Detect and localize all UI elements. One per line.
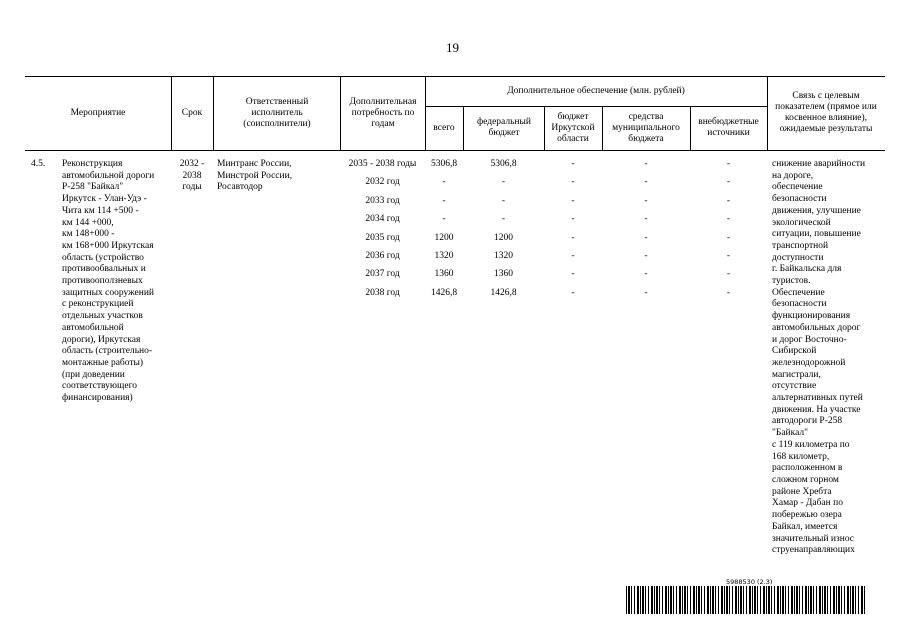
header-executor: Ответственный исполнитель (соисполнители) (243, 96, 311, 129)
federal-value: 1360 (494, 269, 513, 280)
text-line: движения. На участке (772, 404, 861, 415)
text-line: автомобильной (62, 322, 124, 333)
text-line: защитных сооружений (62, 287, 154, 298)
text-line: безопасности (772, 194, 827, 205)
text-line: область (устройство (62, 252, 144, 263)
municipal-value: - (644, 232, 648, 243)
text-line: магистрали, (772, 369, 821, 380)
municipal-value: - (644, 159, 648, 169)
offbudget-value: - (726, 195, 731, 206)
text-line: транспортной (772, 240, 829, 251)
text-line: годы (182, 182, 202, 193)
text-line: Чита км 114 +500 - (62, 205, 139, 216)
header-irkutsk: бюджет Иркутской области (551, 111, 595, 144)
text-line: 168 километр, (772, 451, 830, 462)
page-number: 19 (446, 40, 459, 55)
irkutsk-value: - (571, 287, 575, 298)
col-divider (463, 106, 464, 150)
header-term: Срок (181, 107, 203, 118)
text-line: 2038 (182, 170, 202, 181)
text-line: отдельных участков (62, 311, 143, 322)
federal-value: 1426,8 (490, 287, 517, 298)
total-value: 1200 (434, 232, 454, 243)
text-line: монтажные работы) (62, 357, 144, 368)
text-line: экологической (772, 217, 831, 228)
text-line: финансирования) (62, 393, 133, 404)
irkutsk-value: - (571, 195, 575, 206)
year-label: 2035 - 2038 годы (348, 159, 417, 169)
text-line: железнодорожной (772, 357, 846, 368)
text-line: Реконструкция (62, 159, 123, 169)
federal-value: - (501, 177, 506, 188)
text-line: расположенном в (772, 463, 843, 474)
year-label: 2038 год (365, 287, 400, 298)
municipal-value: - (644, 269, 648, 280)
offbudget-value: - (726, 177, 731, 188)
text-line: Сибирской (772, 346, 817, 357)
header-measure: Мероприятие (70, 107, 126, 118)
col-divider (213, 76, 214, 150)
term-text (171, 159, 213, 194)
total-value: 1360 (434, 269, 454, 280)
year-label: 2035 год (365, 232, 400, 243)
offbudget-value: - (726, 287, 731, 298)
header-link: Связь с целевым показателем (прямое или косвенное влияние), ожидаемые результаты (775, 91, 877, 134)
year-label: 2034 год (365, 214, 400, 225)
text-line: безопасности (772, 299, 827, 310)
irkutsk-value: - (571, 159, 575, 169)
text-line: Байкал, имеется (772, 521, 838, 532)
irkutsk-value: - (571, 232, 575, 243)
header-municipal: средства муниципального бюджета (612, 111, 680, 144)
text-line: км 144 +000, (62, 217, 114, 228)
row-number: 4.5. (31, 159, 46, 169)
offbudget-value: - (726, 159, 731, 169)
text-line: автомобильных дорог (772, 322, 861, 333)
header-additional-funding: Дополнительное обеспечение (млн. рублей) (507, 85, 685, 96)
year-label: 2032 год (365, 177, 400, 188)
text-line: "Байкал" (772, 428, 809, 439)
barcode (626, 586, 866, 614)
text-line: область (строительно- (62, 346, 153, 357)
text-line: с 119 километра по (772, 439, 850, 450)
text-line: струенаправляющих (772, 545, 855, 556)
municipal-value: - (644, 195, 648, 206)
text-line: Росавтодор (217, 182, 263, 193)
offbudget-value: - (726, 214, 731, 225)
text-line: (при доведении (62, 369, 125, 380)
total-value: 1426,8 (430, 287, 458, 298)
text-line: соответствующего (62, 381, 137, 392)
year-label: 2036 год (365, 251, 400, 261)
municipal-value: - (644, 287, 648, 298)
text-line: доступности (772, 252, 824, 263)
offbudget-value: - (726, 269, 731, 280)
text-line: районе Хребта (772, 486, 832, 497)
text-line: обеспечение (772, 182, 823, 193)
text-line: Минстрой России, (217, 170, 293, 181)
irkutsk-value: - (571, 177, 575, 188)
text-line: ситуации, повышение (772, 229, 861, 240)
header-offbudget: внебюджетные источники (698, 117, 759, 138)
total-value: 5306,8 (430, 159, 458, 169)
col-divider (767, 76, 768, 150)
text-line: 2032 - (179, 159, 205, 169)
total-value: - (442, 177, 446, 188)
text-line: автомобильной дороги (62, 170, 155, 181)
text-line: на дороге, (772, 170, 814, 181)
executor-text (217, 159, 339, 194)
federal-value: - (501, 214, 506, 225)
barcode-code: 5988530 (2.3) (726, 578, 773, 586)
text-line: Р-258 "Байкал" (62, 182, 124, 193)
text-line: движения, улучшение (772, 205, 861, 216)
text-line: км 148+000 - (62, 229, 115, 240)
text-line: туристов. (772, 276, 811, 287)
text-line: значительный износ (772, 533, 855, 544)
text-line: побережью озера (772, 510, 842, 521)
text-line: противообвальных и (62, 264, 146, 275)
text-line: снижение аварийности (772, 159, 866, 169)
total-value: 1320 (434, 251, 454, 261)
irkutsk-value: - (571, 269, 575, 280)
header-federal: федеральный бюджет (477, 117, 531, 138)
result-text (772, 159, 890, 557)
measure-text (62, 159, 174, 405)
text-line: Хамар - Дабан по (772, 498, 843, 509)
col-divider (602, 106, 603, 150)
federal-value: 5306,8 (490, 159, 517, 169)
offbudget-value: - (726, 232, 731, 243)
irkutsk-value: - (571, 251, 575, 261)
offbudget-value: - (726, 251, 731, 261)
header-total: всего (433, 122, 455, 133)
year-label: 2037 год (365, 269, 400, 280)
municipal-value: - (644, 214, 648, 225)
col-divider (340, 76, 341, 150)
table-header-bottom-border (25, 150, 885, 151)
text-line: Обеспечение (772, 287, 825, 298)
text-line: км 168+000 Иркутская (62, 240, 154, 251)
text-line: противооползневых (62, 276, 143, 287)
text-line: г. Байкальска для (772, 264, 842, 275)
text-line: Минтранс России, (217, 159, 292, 169)
total-value: - (442, 214, 446, 225)
header-need: Дополнительная потребность по годам (349, 96, 417, 129)
text-line: автодороги Р-258 (772, 416, 843, 427)
federal-value: - (501, 195, 506, 206)
text-line: и дорог Восточно- (772, 334, 847, 345)
text-line: с реконструкцией (62, 299, 134, 310)
irkutsk-value: - (571, 214, 575, 225)
text-line: альтернативных путей (772, 393, 863, 404)
federal-value: 1320 (494, 251, 513, 261)
text-line: сложном горном (772, 474, 839, 485)
municipal-value: - (644, 177, 648, 188)
text-line: дороги), Иркутская (62, 334, 141, 345)
text-line: Иркутск - Улан-Удэ - (62, 194, 147, 205)
year-label: 2033 год (365, 195, 400, 206)
text-line: функционирования (772, 311, 851, 322)
federal-value: 1200 (494, 232, 513, 243)
total-value: - (442, 195, 446, 206)
text-line: отсутствие (772, 381, 817, 392)
municipal-value: - (644, 251, 648, 261)
